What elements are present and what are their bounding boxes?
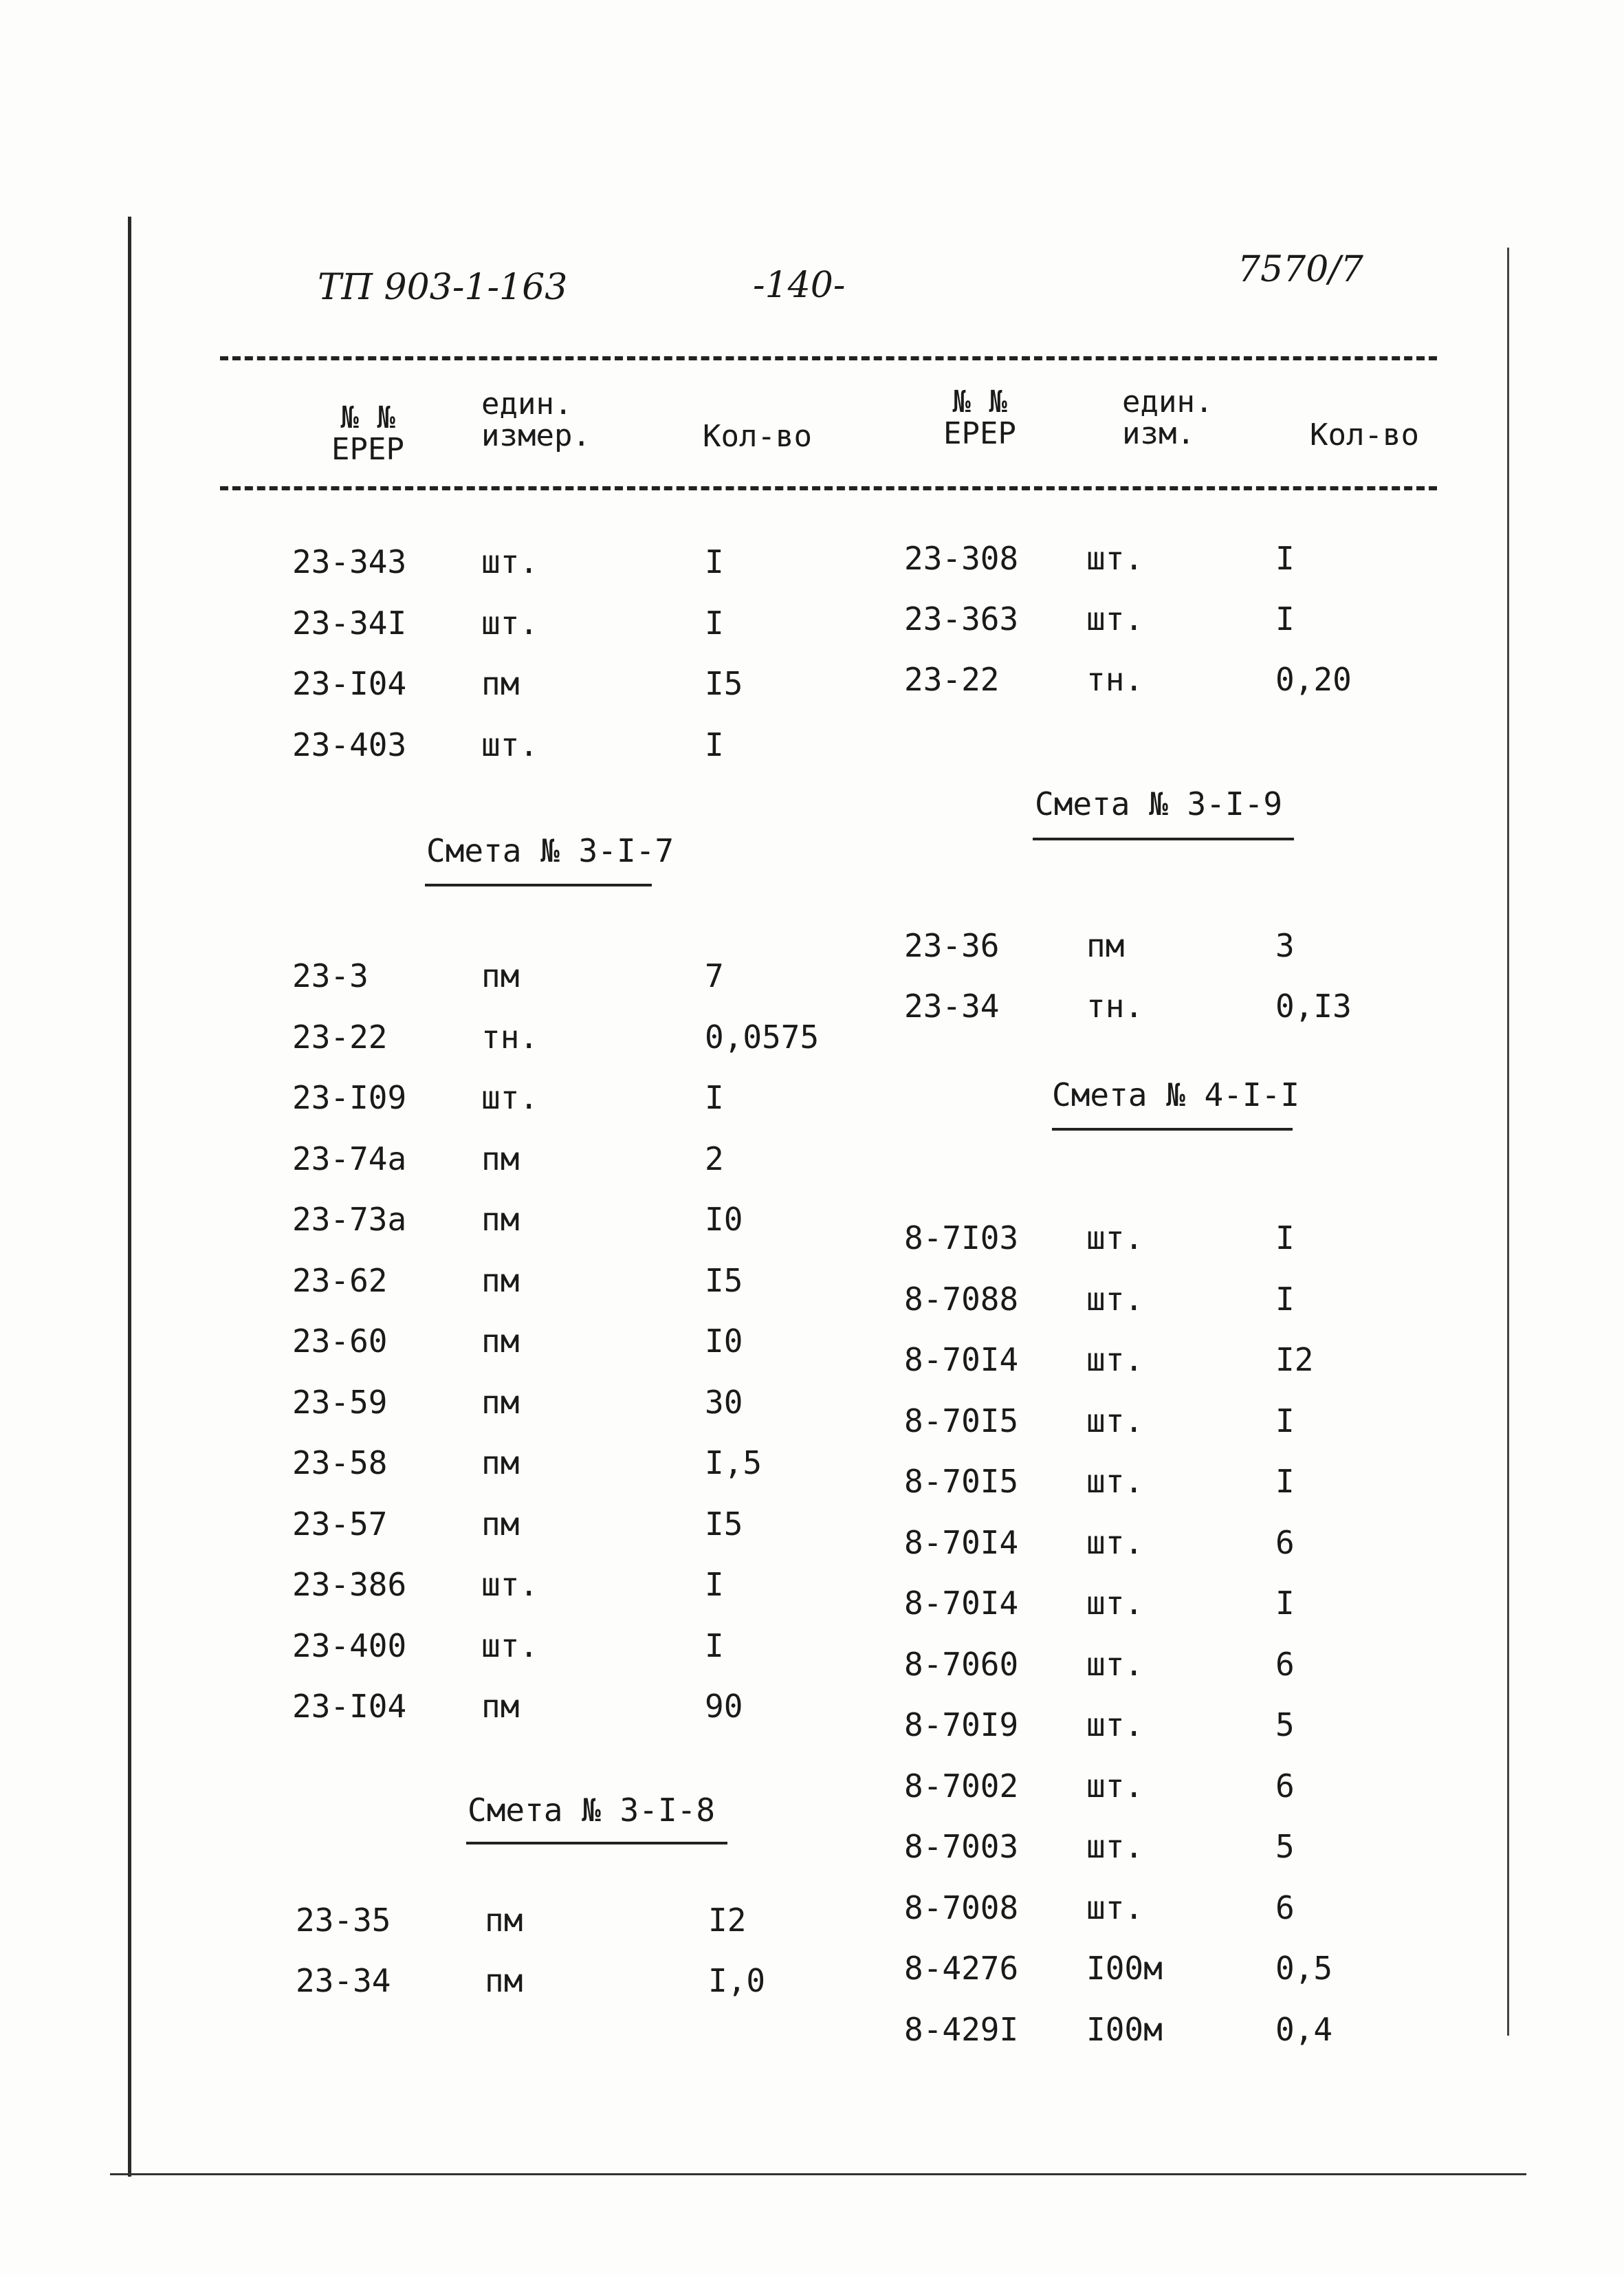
row-unit: пм — [1086, 927, 1125, 964]
row-code: 23-57 — [292, 1505, 388, 1543]
row-code: 23-400 — [292, 1626, 407, 1664]
row-code: 23-36 — [904, 927, 1000, 964]
row-unit: I00м — [1086, 1950, 1163, 1987]
col-right-num: № № — [952, 384, 1007, 420]
row-unit: пм — [481, 1688, 520, 1725]
row-qty: I,0 — [708, 1962, 766, 1999]
col-right-unit-2: изм. — [1122, 416, 1195, 451]
row-unit: пм — [485, 1962, 523, 1999]
row-code: 8-7002 — [904, 1767, 1019, 1805]
row-unit: шт. — [481, 604, 539, 642]
header-bottom-dashline — [220, 486, 1437, 490]
page-number: -140- — [753, 265, 846, 306]
row-unit: шт. — [1086, 1463, 1144, 1500]
row-qty: I5 — [705, 665, 743, 702]
row-qty: I,5 — [705, 1444, 762, 1481]
row-qty: I — [705, 604, 724, 642]
row-qty: 0,5 — [1275, 1950, 1333, 1987]
row-unit: шт. — [1086, 1402, 1144, 1439]
row-qty: 90 — [705, 1688, 743, 1725]
row-unit: шт. — [1086, 1706, 1144, 1743]
row-unit: шт. — [1086, 1219, 1144, 1256]
col-left-erep-label: ЕРЕР — [331, 432, 404, 467]
row-code: 8-70I4 — [904, 1585, 1019, 1622]
estimate-title-3-1-7: Смета № 3-I-7 — [426, 832, 674, 869]
row-unit: пм — [481, 1140, 520, 1177]
row-unit: шт. — [1086, 1767, 1144, 1805]
row-code: 8-7060 — [904, 1645, 1019, 1683]
row-qty: I0 — [705, 1201, 743, 1238]
doc-code: ТП 903-1-163 — [318, 267, 568, 308]
row-qty: I — [705, 1566, 724, 1603]
row-unit: шт. — [1086, 1828, 1144, 1865]
row-unit: тн. — [1086, 661, 1144, 698]
row-qty: 2 — [705, 1140, 724, 1177]
estimate-underline-3-1-7 — [425, 884, 652, 886]
right-margin-line — [1507, 248, 1509, 2036]
row-unit: пм — [481, 957, 520, 994]
row-qty: I — [705, 543, 724, 580]
row-qty: 7 — [705, 957, 724, 994]
header-top-dashline — [220, 356, 1437, 360]
row-code: 8-429I — [904, 2010, 1019, 2048]
col-left-unit-1: един. — [481, 387, 573, 422]
row-unit: пм — [481, 1383, 520, 1421]
estimate-title-4-1-1: Смета № 4-I-I — [1052, 1076, 1300, 1113]
row-unit: шт. — [1086, 1341, 1144, 1378]
bottom-border-line — [110, 2173, 1526, 2175]
row-unit: пм — [485, 1902, 523, 1939]
row-unit: I00м — [1086, 2010, 1163, 2048]
row-qty: I — [1275, 1463, 1295, 1500]
sheet-ref: 7570/7 — [1238, 249, 1363, 290]
row-qty: I — [705, 1079, 724, 1116]
row-qty: I — [1275, 1280, 1295, 1318]
row-code: 23-74а — [292, 1140, 407, 1177]
col-right-unit — [1122, 384, 1214, 451]
row-qty: 6 — [1275, 1767, 1295, 1805]
col-left-unit — [481, 389, 591, 452]
row-code: 23-363 — [904, 600, 1019, 638]
row-qty: I — [705, 726, 724, 763]
row-unit: пм — [481, 1261, 520, 1299]
row-unit: пм — [481, 1201, 520, 1238]
row-unit: шт. — [1086, 1585, 1144, 1622]
row-code: 8-7008 — [904, 1888, 1019, 1926]
col-left-num: № № — [340, 400, 395, 435]
row-code: 8-70I4 — [904, 1341, 1019, 1378]
row-unit: шт. — [481, 1079, 539, 1116]
row-qty: I5 — [705, 1505, 743, 1543]
row-code: 23-I09 — [292, 1079, 407, 1116]
row-qty: I — [1275, 1219, 1295, 1256]
row-code: 23-73а — [292, 1201, 407, 1238]
row-unit: шт. — [481, 1566, 539, 1603]
col-right-erep — [935, 384, 1024, 451]
row-qty: 0,20 — [1275, 661, 1352, 698]
row-code: 23-I04 — [292, 1688, 407, 1725]
row-code: 23-34I — [292, 604, 407, 642]
row-code: 23-34 — [904, 988, 1000, 1025]
row-qty: 6 — [1275, 1523, 1295, 1561]
estimate-underline-3-1-9 — [1033, 838, 1294, 840]
row-unit: шт. — [481, 726, 539, 763]
row-code: 23-386 — [292, 1566, 407, 1603]
row-qty: 0,4 — [1275, 2010, 1333, 2048]
row-code: 23-35 — [296, 1902, 391, 1939]
row-code: 23-22 — [292, 1018, 388, 1056]
col-left-erep — [323, 402, 413, 466]
row-qty: I2 — [1275, 1341, 1314, 1378]
row-code: 8-70I9 — [904, 1706, 1019, 1743]
row-code: 8-4276 — [904, 1950, 1019, 1987]
row-code: 23-58 — [292, 1444, 388, 1481]
row-code: 23-60 — [292, 1322, 388, 1360]
row-qty: 0,0575 — [705, 1018, 820, 1056]
row-qty: I2 — [708, 1902, 747, 1939]
row-qty: I0 — [705, 1322, 743, 1360]
row-code: 8-7088 — [904, 1280, 1019, 1318]
row-qty: I5 — [705, 1261, 743, 1299]
row-unit: пм — [481, 665, 520, 702]
row-unit: пм — [481, 1505, 520, 1543]
col-left-qty: Кол-во — [703, 419, 812, 454]
row-unit: шт. — [481, 543, 539, 580]
row-code: 23-34 — [296, 1962, 391, 1999]
row-unit: шт. — [1086, 600, 1144, 638]
col-left-unit-2: измер. — [481, 418, 591, 453]
row-code: 8-70I5 — [904, 1402, 1019, 1439]
col-right-erep-label: ЕРЕР — [943, 416, 1016, 451]
estimate-underline-3-1-8 — [466, 1842, 727, 1844]
row-code: 23-59 — [292, 1383, 388, 1421]
estimate-title-3-1-8: Смета № 3-I-8 — [468, 1792, 716, 1829]
row-unit: пм — [481, 1444, 520, 1481]
row-qty: 3 — [1275, 927, 1295, 964]
row-unit: тн. — [481, 1018, 539, 1056]
row-qty: I — [1275, 1585, 1295, 1622]
row-code: 8-7I03 — [904, 1219, 1019, 1256]
estimate-title-3-1-9: Смета № 3-I-9 — [1035, 785, 1283, 823]
row-qty: 6 — [1275, 1888, 1295, 1926]
row-code: 23-3 — [292, 957, 369, 994]
row-unit: шт. — [481, 1626, 539, 1664]
row-code: 23-22 — [904, 661, 1000, 698]
row-qty: 5 — [1275, 1706, 1295, 1743]
row-qty: 5 — [1275, 1828, 1295, 1865]
row-unit: шт. — [1086, 1280, 1144, 1318]
row-unit: шт. — [1086, 540, 1144, 577]
row-qty: I — [1275, 540, 1295, 577]
row-unit: пм — [481, 1322, 520, 1360]
row-unit: тн. — [1086, 988, 1144, 1025]
row-code: 23-403 — [292, 726, 407, 763]
left-margin-line — [128, 217, 131, 2177]
estimate-underline-4-1-1 — [1052, 1128, 1293, 1131]
row-qty: I — [705, 1626, 724, 1664]
row-code: 23-343 — [292, 543, 407, 580]
row-code: 8-70I5 — [904, 1463, 1019, 1500]
col-right-unit-1: един. — [1122, 384, 1214, 420]
row-code: 23-62 — [292, 1261, 388, 1299]
row-qty: 30 — [705, 1383, 743, 1421]
row-code: 8-70I4 — [904, 1523, 1019, 1561]
row-code: 23-308 — [904, 540, 1019, 577]
row-unit: шт. — [1086, 1645, 1144, 1683]
row-code: 8-7003 — [904, 1828, 1019, 1865]
col-right-qty: Кол-во — [1310, 417, 1419, 453]
row-code: 23-I04 — [292, 665, 407, 702]
row-qty: I — [1275, 1402, 1295, 1439]
row-unit: шт. — [1086, 1888, 1144, 1926]
row-qty: 6 — [1275, 1645, 1295, 1683]
row-unit: шт. — [1086, 1523, 1144, 1561]
row-qty: 0,I3 — [1275, 988, 1352, 1025]
row-qty: I — [1275, 600, 1295, 638]
